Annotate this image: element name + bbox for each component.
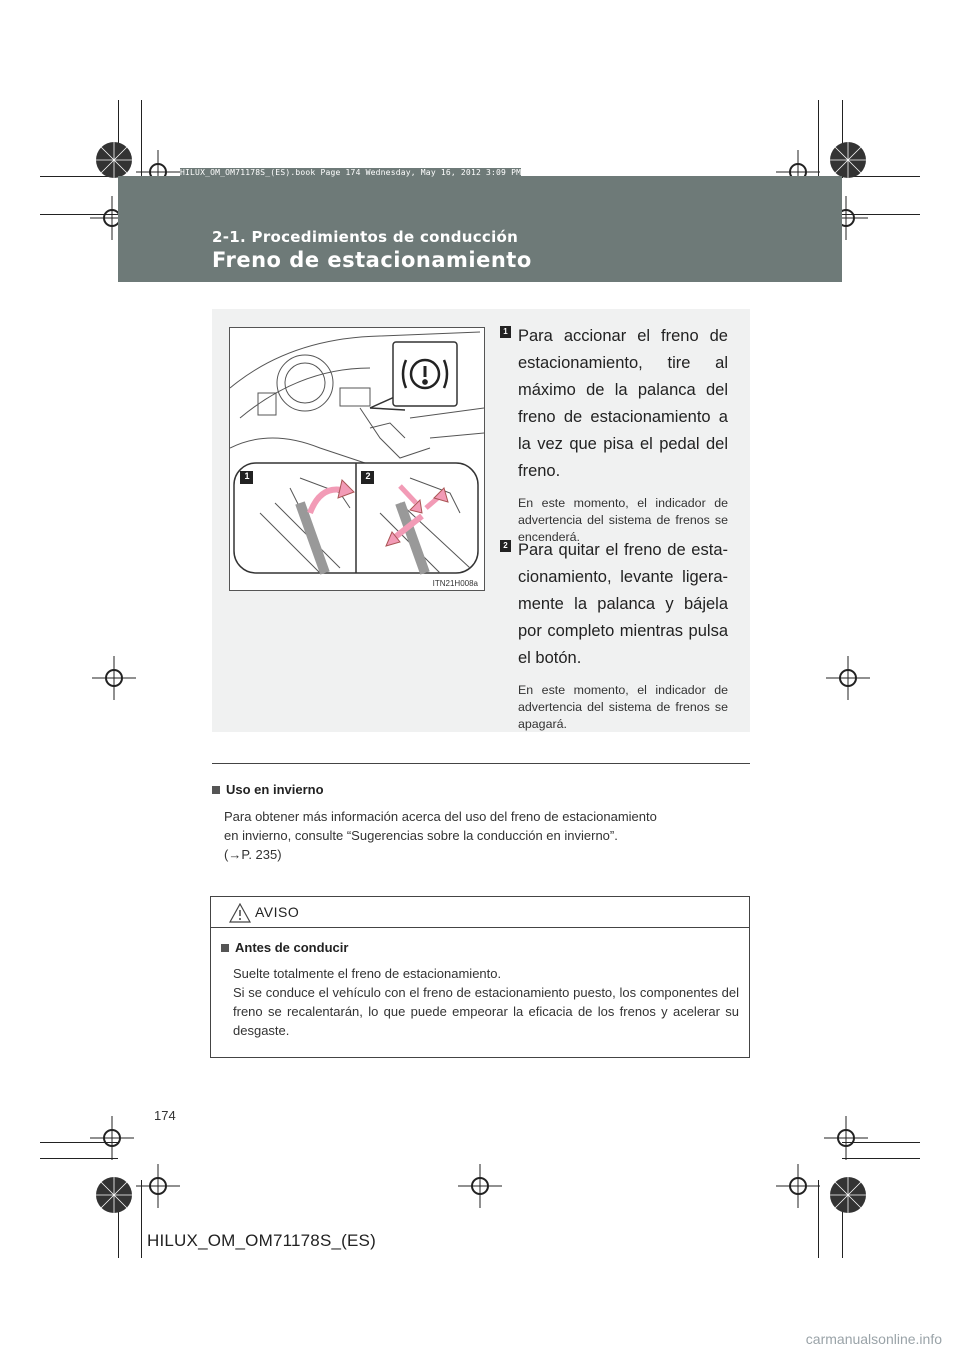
footer-code: HILUX_OM_OM71178S_(ES) [147,1231,376,1250]
watermark: carmanualsonline.info [805,1331,942,1347]
warning-triangle-icon [229,903,251,923]
step-note: En este momento, el indicador de advertencia del sistema de frenos se apagará. [518,683,728,731]
warning-text: Suelte totalmente el freno de estacionamiento. Si se conduce el vehículo con el freno de estacionamiento puesto, los componentes del freno se recalentarán, lo que puede empeorar la eficacia de los frenos y acelerar su desgaste. [233,966,739,1038]
registration-mark-icon [828,1175,868,1215]
warning-header [211,897,749,928]
callout-1: 1 [244,471,250,481]
step-note: En este momento, el indicador de advertencia del sistema de frenos se encenderá. [518,496,728,544]
warning-label: AVISO [255,904,300,920]
step-1 [500,323,728,546]
step-text: Para quitar el freno de esta-cionamiento, levante ligera-mente la palanca y bájela por completo mientras pulsa el botón. [518,541,728,667]
registration-mark-icon [94,1175,134,1215]
parking-brake-illustration [229,327,485,591]
illustration-code: ITN21H008a [432,579,478,588]
procedure-box [212,309,750,732]
warning-body [211,928,749,1040]
step-number: 2 [500,540,511,552]
page-number: 174 [154,1108,176,1123]
warning-box [210,896,750,1058]
winter-heading: Uso en invierno [212,782,750,797]
header-bar [118,168,842,282]
bullet-square-icon [212,786,220,794]
page-title: Freno de estacionamiento [212,248,532,272]
section-divider [212,763,750,764]
step-2 [500,537,728,733]
book-stamp: HILUX_OM_OM71178S_(ES).book Page 174 Wednesday, May 16, 2012 3:09 PM [180,168,522,177]
callout-2: 2 [365,471,371,481]
registration-mark-icon [94,140,134,180]
registration-mark-icon [828,140,868,180]
bullet-square-icon [221,944,229,952]
winter-note [212,782,750,864]
winter-body: Para obtener más información acerca del uso del freno de estacionamiento en invierno, consulte “Sugerencias sobre la conducción en invierno”. (→P. 235) [224,807,750,864]
warning-heading: Antes de conducir [221,940,739,955]
section-label: 2-1. Procedimientos de conducción [212,228,519,246]
page-reference-link[interactable]: (→P. 235) [224,847,282,862]
step-text: Para accionar el freno de estacionamiento, tire al máximo de la palanca del freno de estacionamiento a la vez que pisa el pedal del freno. [518,327,728,480]
step-number: 1 [500,326,511,338]
